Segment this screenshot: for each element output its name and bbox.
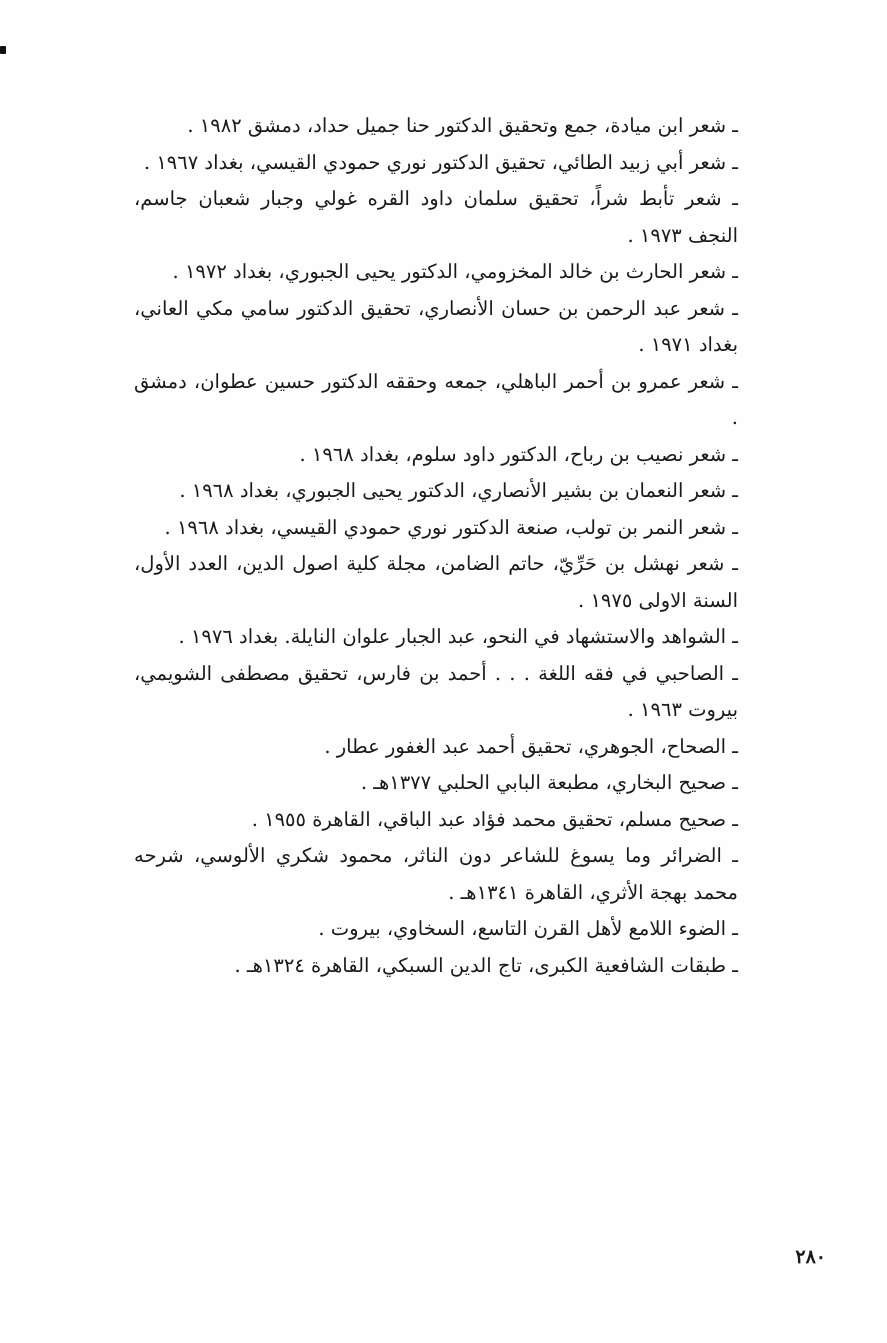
bibliography-entry: ـ الصحاح، الجوهري، تحقيق أحمد عبد الغفور عطار . <box>324 734 738 758</box>
bibliography-entry: ـ الشواهد والاستشهاد في النحو، عبد الجبار علوان النايلة. بغداد ١٩٧٦ . <box>178 625 738 648</box>
bibliography-list <box>134 108 738 984</box>
bibliography-entry: ـ طبقات الشافعية الكبرى، تاج الدين السبكي، القاهرة ١٣٢٤هـ . <box>234 953 738 977</box>
page-number: ٢٨٠ <box>795 1246 826 1268</box>
bibliography-entry: ـ شعر ابن ميادة، جمع وتحقيق الدكتور حنا جميل حداد، دمشق ١٩٨٢ . <box>187 114 738 137</box>
bibliography-entry: ـ شعر النمر بن تولب، صنعة الدكتور نوري حمودي القيسي، بغداد ١٩٦٨ . <box>164 515 738 539</box>
bibliography-entry: ـ شعر تأبط شراً، تحقيق سلمان داود القره غولي وجبار شعبان جاسم، النجف ١٩٧٣ . <box>134 187 738 247</box>
bibliography-entry: ـ شعر نصيب بن رباح، الدكتور داود سلوم، بغداد ١٩٦٨ . <box>299 442 738 466</box>
bibliography-entry: ـ صحيح مسلم، تحقيق محمد فؤاد عبد الباقي، القاهرة ١٩٥٥ . <box>251 807 738 831</box>
bibliography-entry: ـ شعر عبد الرحمن بن حسان الأنصاري، تحقيق الدكتور سامي مكي العاني، بغداد ١٩٧١ . <box>134 296 738 356</box>
bibliography-entry: ـ الصاحبي في فقه اللغة . . . أحمد بن فارس، تحقيق مصطفى الشويمي، بيروت ١٩٦٣ . <box>134 661 738 721</box>
bibliography-entry: ـ شعر نهشل بن حَرِّيّ، حاتم الضامن، مجلة كلية اصول الدين، العدد الأول، السنة الاولى ١٩٧٥ . <box>134 552 738 612</box>
bibliography-entry: ـ شعر النعمان بن بشير الأنصاري، الدكتور يحيى الجبوري، بغداد ١٩٦٨ . <box>179 479 738 502</box>
page-mark <box>0 46 6 54</box>
bibliography-entry: ـ الضرائر وما يسوغ للشاعر دون الناثر، محمود شكري الألوسي، شرحه محمد بهجة الأثري، القاهرة ١٣٤١هـ . <box>134 844 738 904</box>
bibliography-entry: ـ شعر الحارث بن خالد المخزومي، الدكتور يحيى الجبوري، بغداد ١٩٧٢ . <box>172 260 738 283</box>
bibliography-entry: ـ شعر أبي زبيد الطائي، تحقيق الدكتور نوري حمودي القيسي، بغداد ١٩٦٧ . <box>143 150 738 174</box>
bibliography-entry: ـ الضوء اللامع لأهل القرن التاسع، السخاوي، بيروت . <box>318 917 738 940</box>
bibliography-entry: ـ شعر عمرو بن أحمر الباهلي، جمعه وحققه الدكتور حسين عطوان، دمشق . <box>134 369 738 429</box>
bibliography-entry: ـ صحيح البخاري، مطبعة البابي الحلبي ١٣٧٧هـ . <box>360 771 738 794</box>
